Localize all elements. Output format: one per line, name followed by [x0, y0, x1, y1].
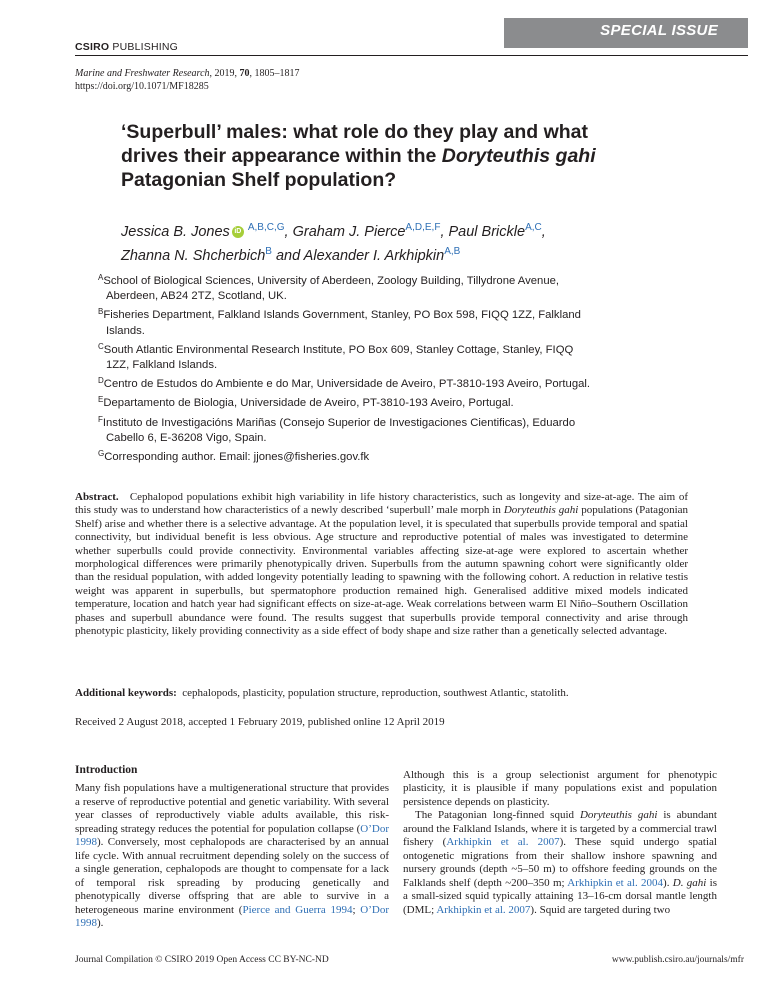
publisher-rest: PUBLISHING: [112, 41, 178, 53]
affiliation-key: G: [98, 449, 105, 459]
doi-link[interactable]: https://doi.org/10.1071/MF18285: [75, 81, 209, 92]
affiliation-key: A: [98, 273, 104, 282]
affiliation-key: F: [98, 414, 103, 424]
citation-link[interactable]: Arkhipkin et al. 2007: [446, 836, 560, 849]
journal-year: 2019,: [214, 68, 238, 79]
author-affiliation[interactable]: B: [265, 246, 272, 257]
body-text: ). Conversely, most cephalopods are characterised by an annual life cycle. With annual recruitment depending solely on the success of a single generation, cephalopods are thought to compensate for a lack of temporal risk spreading by producing genetically and phenotypically diverse offspring that are able to survive in a heterogeneous marine environment (: [75, 836, 389, 916]
header-rule: [75, 55, 748, 56]
abstract-label: Abstract.: [75, 491, 119, 503]
author-affiliation[interactable]: A,D,E,F: [405, 222, 441, 233]
affiliation-text: Corresponding author. Email: jjones@fisheries.gov.fk: [104, 451, 370, 464]
affiliation-item: [98, 304, 598, 338]
intro-paragraph: Although this is a group selectionist argument for phenotypic plasticity, it is plausible if many populations exist and population persistence depends on plasticity.: [403, 769, 717, 808]
received-dates: Received 2 August 2018, accepted 1 February 2019, published online 12 April 2019: [75, 716, 445, 728]
affiliations: [98, 270, 598, 465]
affiliation-item: [98, 373, 598, 392]
author-name: Jessica B. Jones: [121, 224, 230, 240]
affiliation-text: South Atlantic Environmental Research Institute, PO Box 609, Stanley Cottage, Stanley, FIQQ 1ZZ, Falkland Islands.: [103, 343, 574, 372]
journal-volume: 70: [239, 68, 250, 79]
author-separator: ,: [440, 224, 449, 240]
title-post: Patagonian Shelf population?: [121, 169, 397, 191]
abstract: [75, 491, 688, 638]
affiliation-key: B: [98, 307, 104, 317]
citation-link[interactable]: O’Dor 1998: [75, 822, 389, 849]
species-name: D. gahi: [672, 876, 707, 889]
abstract-text-2: populations (Patagonian Shelf) arise and whether there is a selective advantage. At the population level, it is speculated that superbulls provide temporal and spatial connectivity, but individual benefit is less obvious. Age structure and reproductive potential of males was investigated to determine whether superbulls could provide connectivity. Environmental variables affecting size-at-age were explored to ascertain whether morphological differences were primarily phenotypically driven. Superbulls from the autumn spawning cohort were significantly older than the residual population, with added longevity potentially leading to spawning with the following cohort. A reduction in relative testis weight was apparent in superbulls, but spermatophore production remained high. Generalised additive mixed models indicated temperature, location and hatch year had significant effects on size-at-age. Weak correlations between warm El Niño–Southern Oscillation phases and superbull abundance were found. The results suggest that superbulls provide temporal connectivity and arise through phenotypic plasticity, likely providing connectivity as a side effect of body shape and size rather than a genetically selected advantage.: [75, 504, 689, 638]
intro-column-right: [403, 769, 717, 917]
author-separator: and: [271, 248, 304, 264]
special-issue-badge: SPECIAL ISSUE: [504, 18, 748, 48]
intro-column-left: [75, 764, 389, 930]
title-species: Doryteuthis gahi: [441, 145, 596, 167]
affiliation-key: D: [98, 376, 104, 386]
author-name: Paul Brickle: [448, 224, 526, 240]
publisher-bold: CSIRO: [75, 41, 110, 53]
body-text: ). These squid undergo spatial ontogenetic migrations from their shallow inshore spawning and nursery grounds (depth ~5–50 m) to offshore feeding grounds on the Falklands shelf (depth ~200–350 m;: [403, 836, 717, 889]
author-affiliation[interactable]: A,C: [525, 222, 542, 233]
author-separator: ,: [284, 224, 293, 240]
affiliation-item: [98, 446, 598, 465]
affiliation-key: C: [98, 341, 104, 351]
body-text: ;: [352, 903, 361, 916]
citation-link[interactable]: Pierce and Guerra 1994: [242, 903, 353, 916]
intro-paragraph: [75, 782, 389, 930]
orcid-icon[interactable]: iD: [232, 226, 244, 238]
abstract-text-1: Cephalopod populations exhibit high variability in life history characteristics, such as longevity and size-at-age. The aim of this study was to understand how characteristics of a newly described ‘superbull’ male morph in: [75, 491, 689, 517]
keywords: [75, 687, 688, 700]
affiliation-item: [98, 412, 598, 446]
body-text: ). Squid are targeted during two: [530, 903, 671, 916]
author-separator: ,: [541, 224, 546, 240]
body-text: is a small-sized squid typically attaining 13–16-cm dorsal mantle length (DML;: [403, 876, 717, 916]
affiliation-text: Fisheries Department, Falkland Islands Government, Stanley, PO Box 598, FIQQ 1ZZ, Falkland Islands.: [103, 309, 581, 337]
author-affiliation[interactable]: A,B: [444, 246, 461, 257]
body-text: The Patagonian long-finned squid: [415, 809, 580, 822]
affiliation-item: [98, 270, 598, 304]
citation-link[interactable]: O’Dor 1998: [75, 903, 389, 929]
author-list: [121, 218, 681, 266]
citation-link[interactable]: Arkhipkin et al. 2007: [436, 903, 531, 916]
affiliation-text: Departamento de Biologia, Universidade de Aveiro, PT-3810-193 Aveiro, Portugal.: [103, 397, 514, 410]
author-affiliation[interactable]: A,B,C,G: [247, 222, 285, 233]
affiliation-item: [98, 392, 598, 411]
affiliation-text: Instituto de Investigacións Mariñas (Consejo Superior de Investigaciones Cientificas), Eduardo Cabello 6, E-36208 Vigo, Spain.: [102, 416, 576, 444]
body-text: is abundant around the Falkland Islands, where it is targeted by a commercial trawl fishery (: [403, 809, 717, 849]
affiliation-text: School of Biological Sciences, University of Aberdeen, Zoology Building, Tillydrone Avenue, Aberdeen, AB24 2TZ, Scotland, UK.: [103, 275, 560, 303]
footer-url[interactable]: www.publish.csiro.au/journals/mfr: [611, 955, 744, 965]
author-name: Graham J. Pierce: [292, 224, 406, 240]
citation-link[interactable]: Arkhipkin et al. 2004: [567, 876, 664, 889]
affiliation-text: Centro de Estudos do Ambiente e do Mar, Universidade de Aveiro, PT-3810-193 Aveiro, Portugal.: [103, 378, 591, 391]
journal-pages: , 1805–1817: [249, 68, 300, 79]
affiliation-item: [98, 339, 598, 373]
species-name: Doryteuthis gahi: [579, 809, 658, 822]
article-title: [121, 120, 641, 192]
footer-copyright: Journal Compilation © CSIRO 2019 Open Access CC BY-NC-ND: [75, 955, 329, 965]
affiliation-key: E: [98, 395, 104, 405]
body-text: ).: [663, 876, 673, 889]
abstract-species: Doryteuthis gahi: [503, 504, 579, 517]
author-name: Zhanna N. Shcherbich: [121, 248, 266, 264]
author-name: Alexander I. Arkhipkin: [303, 248, 445, 264]
title-pre: ‘Superbull’ males: what role do they play and what drives their appearance within the: [121, 121, 589, 167]
intro-paragraph: [403, 809, 717, 917]
keywords-text: cephalopods, plasticity, population structure, reproduction, southwest Atlantic, statolith.: [182, 687, 569, 699]
keywords-label: Additional keywords:: [75, 687, 177, 699]
intro-heading: Introduction: [75, 764, 138, 776]
body-text: ).: [97, 916, 104, 929]
journal-name: Marine and Freshwater Research: [75, 68, 210, 79]
publisher-label: [75, 41, 178, 53]
journal-citation: Marine and Freshwater Research, 2019, 70, 1805–1817 https://doi.org/10.1071/MF18285: [75, 68, 300, 92]
body-text: Many fish populations have a multigenerational structure that provides a reserve of reproductive potential and genetic variability. With several year classes of reproductively viable adults available, this risk-spreading strategy reduces the potential for population collapse (: [75, 782, 389, 835]
